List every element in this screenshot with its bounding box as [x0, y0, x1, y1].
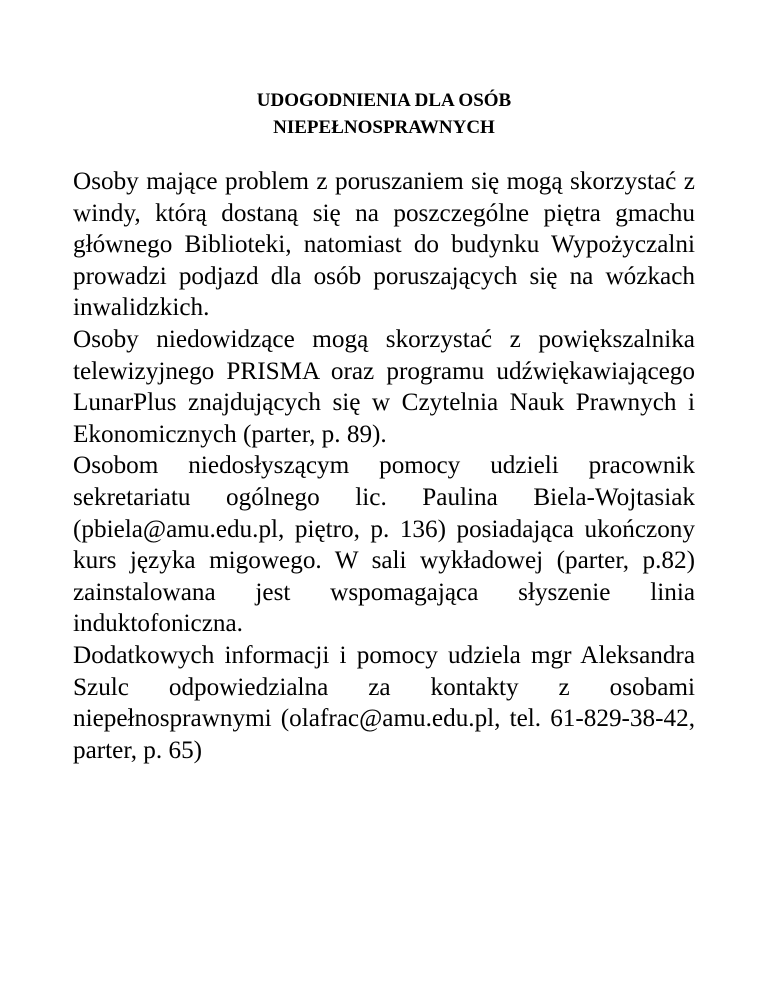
document-title: [0, 87, 768, 141]
title-line-2: NIEPEŁNOSPRAWNYCH: [273, 117, 495, 138]
paragraph-visual-impairment: Osoby niedowidzące mogą skorzystać z powiększalnika telewizyjnego PRISMA oraz programu udźwiękawiającego LunarPlus znajdujących się w Czytelnia Nauk Prawnych i Ekonomicznych (parter, p. 89).: [73, 325, 695, 448]
paragraph-mobility: Osoby mające problem z poruszaniem się mogą skorzystać z windy, którą dostaną się na poszczególne piętra gmachu głównego Biblioteki, natomiast do budynku Wypożyczalni prowadzi podjazd dla osób poruszających się na wózkach inwalidzkich.: [73, 168, 695, 322]
paragraph-hearing-impairment: Osobom niedosłyszącym pomocy udzieli pracownik sekretariatu ogólnego lic. Paulina Biela-Wojtasiak (pbiela@amu.edu.pl, piętro, p. 136) posiadająca ukończony kurs języka migowego. W sali wykładowej (parter, p.82) zainstalowana jest wspomagająca słyszenie linia induktofoniczna.: [73, 452, 695, 638]
paragraph-contact-info: Dodatkowych informacji i pomocy udziela mgr Aleksandra Szulc odpowiedzialna za kontakty z osobami niepełnosprawnymi (olafrac@amu.edu.pl, tel. 61-829-38-42, parter, p. 65): [73, 641, 695, 764]
title-line-1: UDOGODNIENIA DLA OSÓB: [256, 90, 512, 111]
document-body: [73, 166, 695, 766]
